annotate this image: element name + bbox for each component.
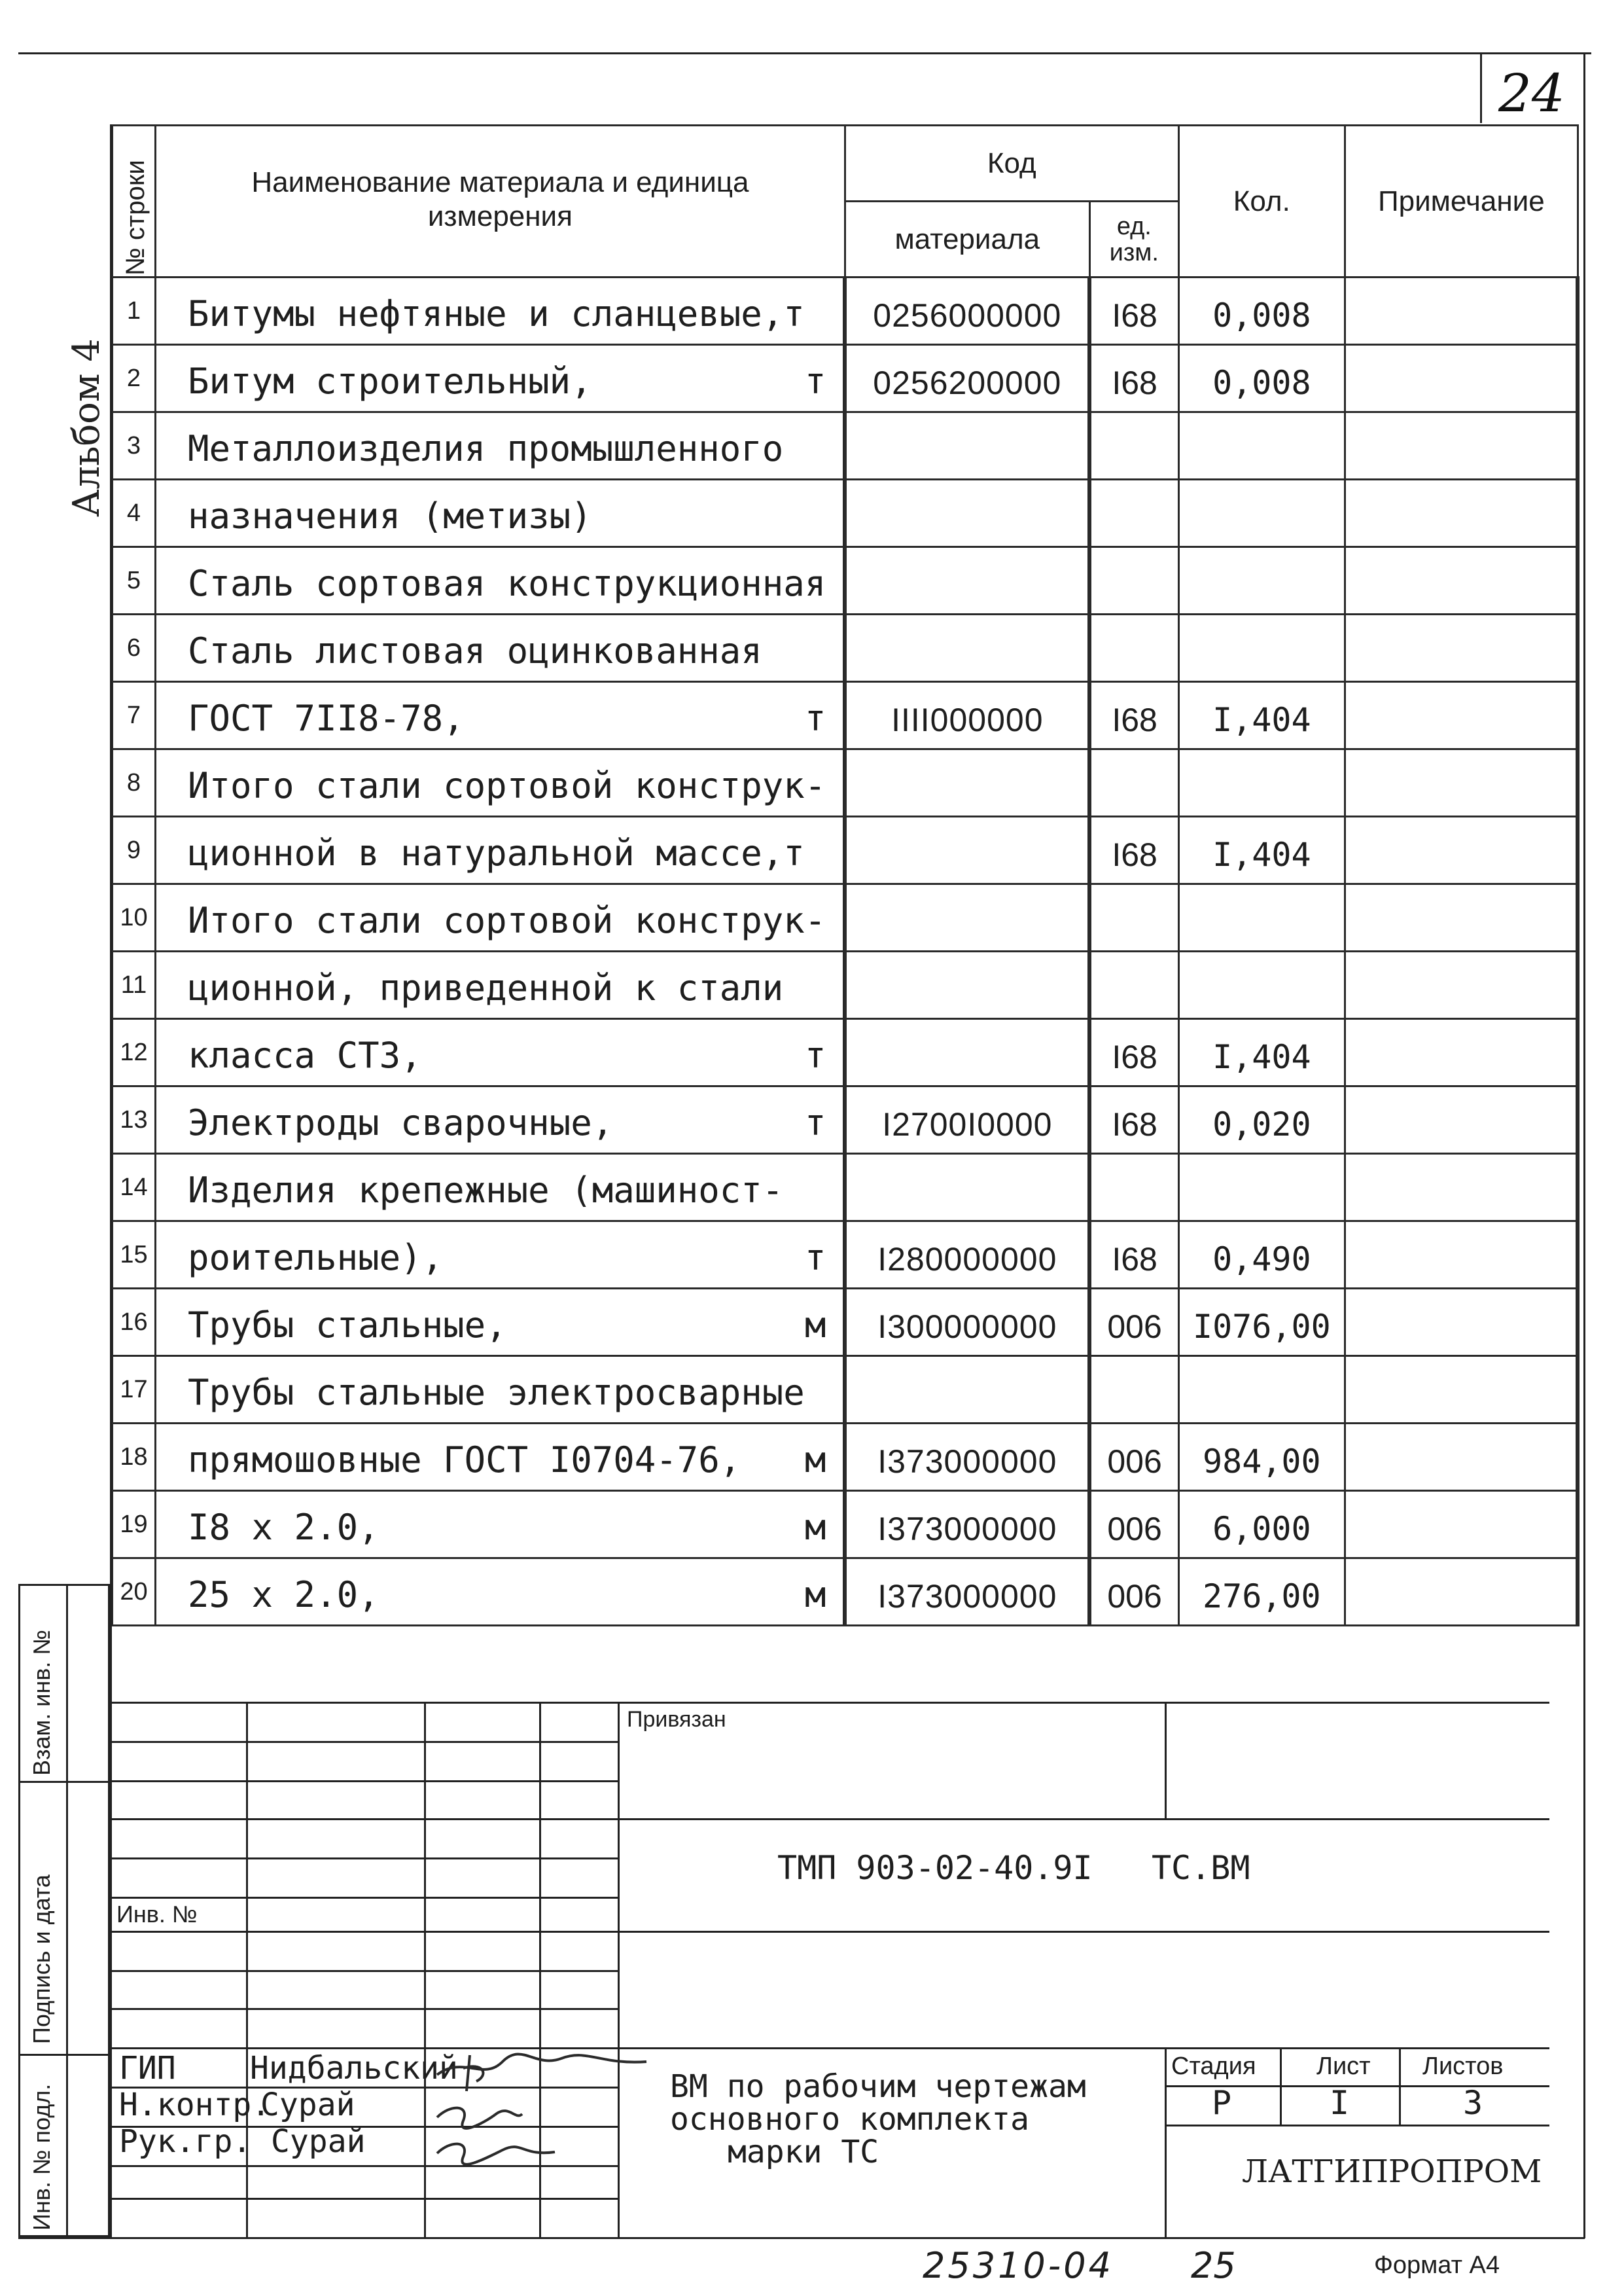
tb-stage-grid-v2 [1399, 2047, 1401, 2126]
tb-signature-name-3: Сурай [271, 2123, 366, 2160]
table-row [113, 1086, 1578, 1154]
unit-code-cell [1089, 547, 1178, 615]
table-row [113, 547, 1578, 615]
material-unit: м [804, 1507, 826, 1548]
row-number-cell: 5 [113, 547, 156, 615]
material-name-cell [156, 817, 845, 884]
row-number-cell: 14 [113, 1154, 156, 1221]
material-name-cell [156, 749, 845, 817]
material-name-cell [156, 1558, 845, 1626]
material-name-text: I8 x 2.0, [188, 1507, 380, 1548]
row-number-cell: 18 [113, 1424, 156, 1491]
material-name-cell [156, 480, 845, 547]
material-name-cell [156, 1356, 845, 1424]
footer-format-label: Формат А4 [1374, 2251, 1500, 2279]
material-name-cell [156, 615, 845, 682]
material-code-cell [845, 615, 1089, 682]
table-row [113, 682, 1578, 749]
tb-line-mid2 [110, 1931, 1549, 1933]
material-unit: т [804, 1237, 826, 1278]
side-stamp-column [18, 1584, 110, 2237]
material-name-cell [156, 952, 845, 1019]
quantity-cell: 984,00 [1178, 1424, 1345, 1491]
unit-code-cell [1089, 1356, 1178, 1424]
tb-grid-h2 [110, 1780, 618, 1782]
material-unit: м [804, 1439, 826, 1480]
tb-organization: ЛАТГИПРОПРОМ [1242, 2153, 1542, 2190]
material-name-text: Трубы стальные, [188, 1304, 507, 1346]
material-name-cell [156, 278, 845, 345]
note-cell [1345, 884, 1578, 952]
table-row [113, 412, 1578, 480]
tb-grid-h4 [110, 1897, 618, 1899]
table-row [113, 1491, 1578, 1558]
tb-inv-label: Инв. № [116, 1901, 202, 1928]
tb-signature-role-2: Н.контр. [119, 2087, 271, 2123]
material-name-cell [156, 1289, 845, 1356]
table-row [113, 749, 1578, 817]
side-stamp-podpis-data: Подпись и дата [28, 1874, 55, 2044]
material-unit: м [804, 1574, 826, 1615]
unit-code-cell: I68 [1089, 1086, 1178, 1154]
material-name-cell [156, 1424, 845, 1491]
material-name-text: ционной в натуральной массе,т [188, 833, 805, 874]
note-cell [1345, 615, 1578, 682]
material-name-text: ционной, приведенной к стали [188, 967, 784, 1009]
unit-code-cell [1089, 884, 1178, 952]
unit-code-cell: I68 [1089, 345, 1178, 412]
header-quantity: Кол. [1178, 126, 1345, 278]
side-stamp-inv-podl: Инв. № подл. [28, 2083, 55, 2231]
quantity-cell [1178, 1356, 1345, 1424]
row-number-cell: 16 [113, 1289, 156, 1356]
tb-signature-role-1: ГИП [119, 2050, 176, 2087]
material-name-text: Металлоизделия промышленного [188, 428, 784, 469]
material-name-text: Сталь сортовая конструкционная [188, 563, 826, 604]
quantity-cell [1178, 615, 1345, 682]
row-number-cell: 7 [113, 682, 156, 749]
material-code-cell [845, 749, 1089, 817]
material-name-text: Трубы стальные электросварные [188, 1372, 805, 1413]
tb-stage-value: Р [1212, 2084, 1232, 2122]
tb-doc-title-line-3: марки ТС [728, 2134, 879, 2170]
unit-code-cell: 006 [1089, 1424, 1178, 1491]
material-code-cell: I373000000 [845, 1558, 1089, 1626]
unit-code-cell [1089, 480, 1178, 547]
material-unit: т [804, 361, 826, 402]
header-code-unit-text: ед. изм. [1109, 212, 1159, 266]
unit-code-cell [1089, 749, 1178, 817]
material-name-text: Битум строительный, [188, 361, 592, 402]
tb-stage-label: Стадия [1171, 2053, 1256, 2080]
header-row-number-text: № строки [121, 160, 150, 276]
material-code-cell: I280000000 [845, 1221, 1089, 1289]
table-row [113, 1424, 1578, 1491]
tb-privyazan-divider [1165, 1702, 1167, 1818]
note-cell [1345, 547, 1578, 615]
tb-sheets-value: 3 [1463, 2084, 1483, 2122]
title-block [110, 1702, 1549, 2237]
material-unit: т [804, 1035, 826, 1076]
table-row [113, 884, 1578, 952]
row-number-cell: 2 [113, 345, 156, 412]
tb-line-mid1 [110, 1818, 1549, 1820]
note-cell [1345, 1221, 1578, 1289]
quantity-cell [1178, 412, 1345, 480]
material-name-cell [156, 1019, 845, 1086]
material-name-text: Сталь листовая оцинкованная [188, 630, 762, 672]
table-row [113, 1558, 1578, 1626]
note-cell [1345, 817, 1578, 884]
material-name-text: назначения (метизы) [188, 495, 592, 537]
quantity-cell [1178, 884, 1345, 952]
note-cell [1345, 1356, 1578, 1424]
unit-code-cell [1089, 615, 1178, 682]
tb-line-top [110, 1702, 1549, 1704]
side-stamp-divider [66, 1586, 68, 2237]
materials-table [111, 124, 1580, 1626]
quantity-cell [1178, 547, 1345, 615]
row-number-cell: 9 [113, 817, 156, 884]
table-row [113, 1019, 1578, 1086]
unit-code-cell [1089, 1154, 1178, 1221]
quantity-cell [1178, 749, 1345, 817]
page-number: 24 [1498, 63, 1565, 124]
quantity-cell: 6,000 [1178, 1491, 1345, 1558]
note-cell [1345, 952, 1578, 1019]
frame-bottom-line [18, 2237, 1585, 2239]
row-number-cell: 3 [113, 412, 156, 480]
tb-sheet-label: Лист [1316, 2053, 1371, 2080]
table-row [113, 480, 1578, 547]
note-cell [1345, 345, 1578, 412]
side-stamp-sep-1 [20, 1781, 110, 1783]
note-cell [1345, 1289, 1578, 1356]
table-row [113, 345, 1578, 412]
top-border-line [18, 52, 1591, 54]
quantity-cell: 0,490 [1178, 1221, 1345, 1289]
unit-code-cell: I68 [1089, 1019, 1178, 1086]
note-cell [1345, 1558, 1578, 1626]
material-code-cell: I373000000 [845, 1424, 1089, 1491]
tb-grid-h5 [110, 1970, 618, 1972]
header-material-name [156, 126, 845, 278]
material-unit: т [804, 698, 826, 739]
material-code-cell: I373000000 [845, 1491, 1089, 1558]
header-note: Примечание [1345, 126, 1578, 278]
material-name-text: роительные), [188, 1237, 444, 1278]
table-row [113, 1289, 1578, 1356]
material-code-cell [845, 412, 1089, 480]
material-code-cell [845, 884, 1089, 952]
quantity-cell: I,404 [1178, 1019, 1345, 1086]
row-number-cell: 15 [113, 1221, 156, 1289]
tb-doc-title-line-2: основного комплекта [670, 2101, 1030, 2138]
table-row [113, 817, 1578, 884]
unit-code-cell [1089, 412, 1178, 480]
row-number-cell: 10 [113, 884, 156, 952]
tb-signature-name-1: Нидбальский [250, 2050, 458, 2087]
header-code-unit [1089, 202, 1178, 278]
tb-signature-name-2: Сурай [260, 2087, 355, 2123]
material-name-text: ГОСТ 7II8-78, [188, 698, 465, 739]
material-code-cell [845, 547, 1089, 615]
table-row [113, 278, 1578, 345]
material-name-text: Итого стали сортовой конструк- [188, 900, 826, 941]
tb-doc-code: ТМП 903-02-40.9I ТС.ВМ [777, 1849, 1250, 1887]
tb-stage-grid [1165, 2047, 1549, 2126]
unit-code-cell: I68 [1089, 1221, 1178, 1289]
unit-code-cell: I68 [1089, 278, 1178, 345]
material-name-text: Итого стали сортовой конструк- [188, 765, 826, 806]
quantity-cell [1178, 480, 1345, 547]
header-row-number [113, 126, 156, 278]
material-name-cell [156, 884, 845, 952]
side-stamp-sep-2 [20, 2054, 110, 2056]
unit-code-cell: I68 [1089, 817, 1178, 884]
note-cell [1345, 1019, 1578, 1086]
unit-code-cell: 006 [1089, 1491, 1178, 1558]
row-number-cell: 17 [113, 1356, 156, 1424]
note-cell [1345, 480, 1578, 547]
material-name-text: прямошовные ГОСТ I0704-76, [188, 1439, 741, 1480]
material-name-cell [156, 1154, 845, 1221]
quantity-cell: I,404 [1178, 817, 1345, 884]
tb-doc-title-line-1: ВМ по рабочим чертежам [670, 2068, 1086, 2105]
material-name-cell [156, 682, 845, 749]
note-cell [1345, 1154, 1578, 1221]
tb-sheet-value: I [1330, 2084, 1350, 2122]
material-code-cell: I2700I0000 [845, 1086, 1089, 1154]
quantity-cell: 276,00 [1178, 1558, 1345, 1626]
table-row [113, 1221, 1578, 1289]
material-code-cell: 0256200000 [845, 345, 1089, 412]
quantity-cell: 0,020 [1178, 1086, 1345, 1154]
footer-handwritten-page: 25 [1191, 2245, 1236, 2286]
table-row [113, 1356, 1578, 1424]
row-number-cell: 8 [113, 749, 156, 817]
row-number-cell: 11 [113, 952, 156, 1019]
unit-code-cell: 006 [1089, 1558, 1178, 1626]
row-number-cell: 12 [113, 1019, 156, 1086]
note-cell [1345, 412, 1578, 480]
quantity-cell: 0,008 [1178, 345, 1345, 412]
unit-code-cell: I68 [1089, 682, 1178, 749]
header-code-material: материала [845, 202, 1089, 278]
tb-grid-h3 [110, 1857, 618, 1859]
material-unit: т [804, 1102, 826, 1143]
material-name-text: Изделия крепежные (машиност- [188, 1170, 784, 1211]
quantity-cell: I,404 [1178, 682, 1345, 749]
header-material-name-text: Наименование материала и единица измерения [251, 166, 749, 232]
note-cell [1345, 278, 1578, 345]
row-number-cell: 13 [113, 1086, 156, 1154]
note-cell [1345, 1424, 1578, 1491]
note-cell [1345, 1086, 1578, 1154]
tb-grid-h6 [110, 2008, 618, 2010]
tb-sheets-label: Листов [1422, 2053, 1504, 2080]
material-code-cell [845, 1154, 1089, 1221]
material-name-text: 25 x 2.0, [188, 1574, 380, 1615]
unit-code-cell: 006 [1089, 1289, 1178, 1356]
material-name-text: класса СТ3, [188, 1035, 422, 1076]
quantity-cell [1178, 1154, 1345, 1221]
material-name-cell [156, 1221, 845, 1289]
material-code-cell [845, 1356, 1089, 1424]
material-name-cell [156, 345, 845, 412]
quantity-cell: 0,008 [1178, 278, 1345, 345]
row-number-cell: 19 [113, 1491, 156, 1558]
handwritten-signatures [424, 2042, 660, 2173]
material-name-cell [156, 412, 845, 480]
material-code-cell [845, 817, 1089, 884]
note-cell [1345, 682, 1578, 749]
table-row [113, 952, 1578, 1019]
page-number-frame-left [1480, 52, 1482, 123]
tb-grid-h10 [110, 2198, 618, 2200]
material-code-cell [845, 480, 1089, 547]
header-code: Код [845, 126, 1178, 202]
row-number-cell: 6 [113, 615, 156, 682]
side-stamp-vzam-inv: Взам. инв. № [28, 1629, 55, 1776]
unit-code-cell [1089, 952, 1178, 1019]
quantity-cell [1178, 952, 1345, 1019]
material-name-text: Электроды сварочные, [188, 1102, 614, 1143]
material-code-cell: IIII000000 [845, 682, 1089, 749]
table-row [113, 1154, 1578, 1221]
tb-grid-h1 [110, 1741, 618, 1743]
material-name-cell [156, 1086, 845, 1154]
footer-handwritten-number: 25310-04 [923, 2245, 1114, 2286]
material-code-cell: I300000000 [845, 1289, 1089, 1356]
material-unit: м [804, 1304, 826, 1346]
page-number-frame-right [1583, 52, 1585, 2238]
material-code-cell [845, 1019, 1089, 1086]
note-cell [1345, 1491, 1578, 1558]
row-number-cell: 4 [113, 480, 156, 547]
album-label: Альбом 4 [65, 338, 108, 517]
tb-stage-grid-v1 [1280, 2047, 1282, 2126]
material-name-text: Битумы нефтяные и сланцевые,т [188, 293, 805, 334]
quantity-cell: I076,00 [1178, 1289, 1345, 1356]
row-number-cell: 1 [113, 278, 156, 345]
tb-privyazan-label: Привязан [627, 1707, 726, 1732]
material-name-cell [156, 547, 845, 615]
material-code-cell [845, 952, 1089, 1019]
table-row [113, 615, 1578, 682]
material-name-cell [156, 1491, 845, 1558]
tb-signature-role-3: Рук.гр. [119, 2123, 252, 2160]
material-code-cell: 0256000000 [845, 278, 1089, 345]
note-cell [1345, 749, 1578, 817]
tb-stage-grid-bottom [1165, 2125, 1549, 2126]
row-number-cell: 20 [113, 1558, 156, 1626]
